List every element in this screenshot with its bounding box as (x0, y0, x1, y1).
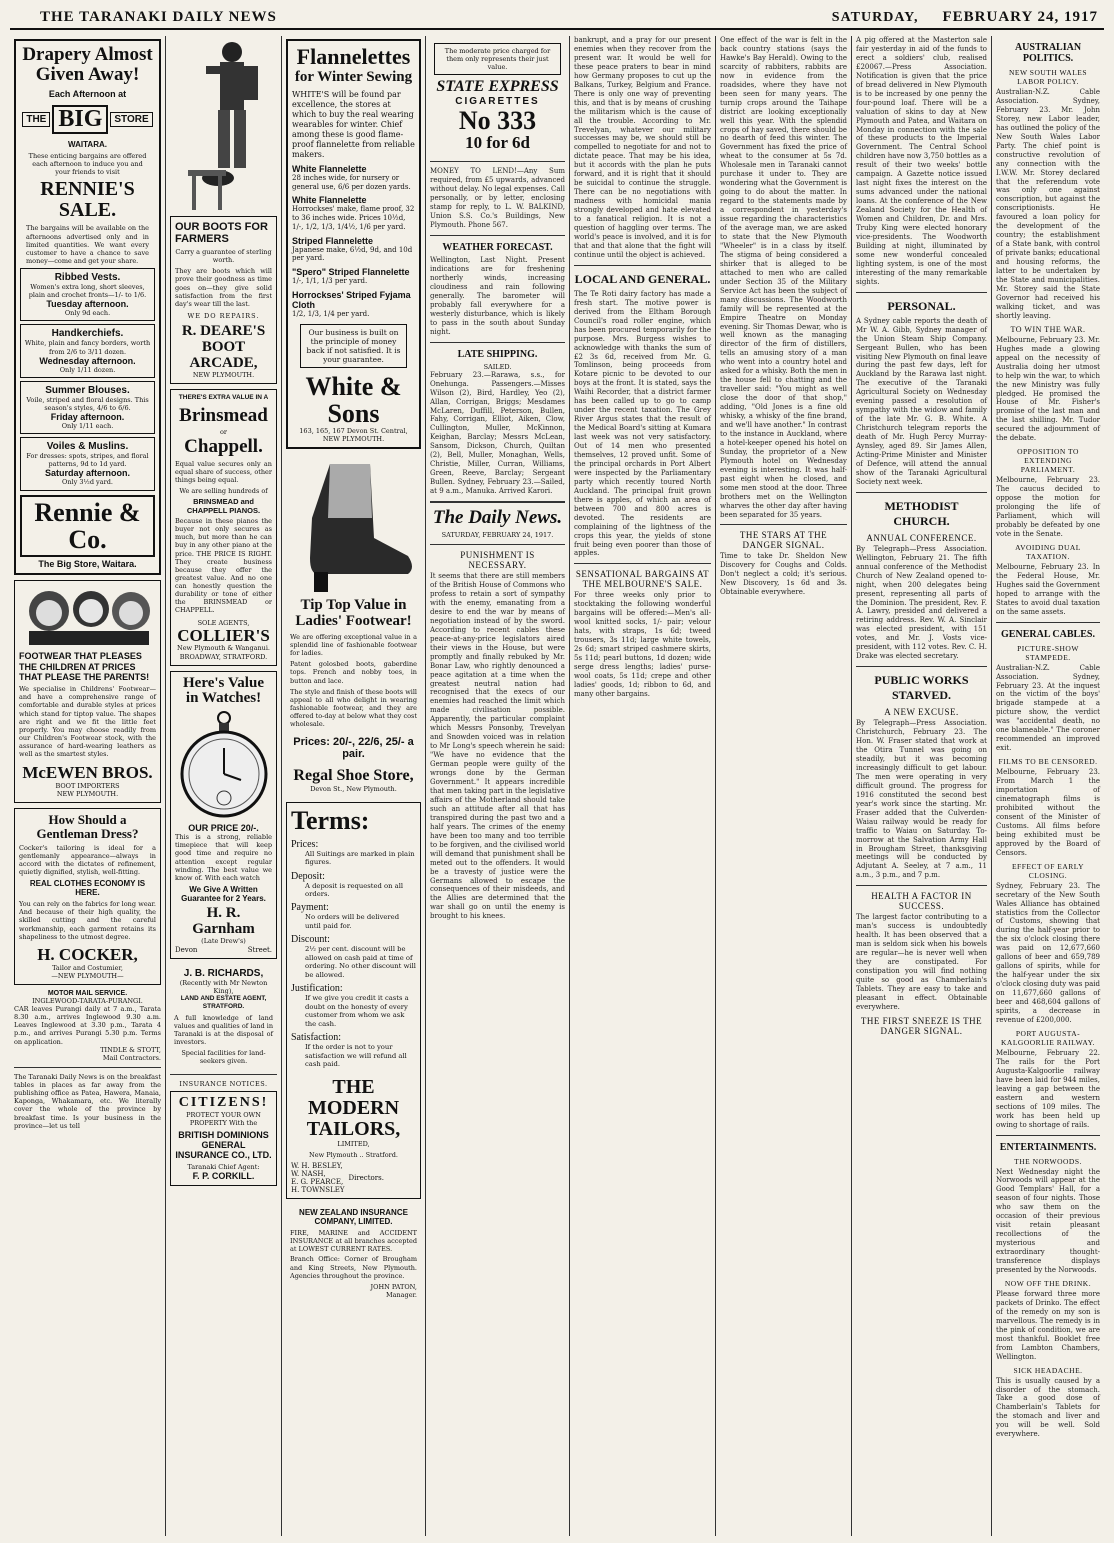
flannelette-item-name: White Flannelette (292, 163, 367, 174)
white-sons-flannelette-ad: Flannelettes for Winter Sewing WHITE'S will be found par excellence, the stores at which to buy the real wearing wearables for winter. Chief among these is good flame-proof flannelette from reliable makers. White Flannelette 28 inches wide, for nursery or general use, 6/6 per dozen yards. White Flannelette Horrockses' make, flame proof, 32 to 36 inches wide. Prices 10½d, 1/-, 1/2, 1/3, 1/4½, 1/6 per yard. Striped Flannelette Japanese make, 6½d, 9d, and 10d per yard. "Spero" Striped Flannelette 1/-, 1/1, 1/3 per yard. Horrockses' Striped Fyjama Cloth 1/2, 1/3, 1/4 per yard. Our business is built on the principle of money back if not satisfied. It is your guarantee. White & Sons 163, 165, 167 Devon St. Central, NEW PLYMOUTH. (286, 39, 421, 449)
weather-forecast-head: WEATHER FORECAST. (442, 241, 553, 253)
garnham-watch-ad: Here's Value in Watches! OUR PRICE 20/-. This is a strong, reliable timepiece that will keep good time and require no attention except regular winding. The best value we know of. With each watch We Give A Written Guarantee for 2 Years. H. R. Garnham (Late Drew's) Devon Street. (170, 671, 277, 959)
flannelette-item-name: "Spero" Striped Flannelette (292, 267, 410, 278)
circulation-notice: The Taranaki Daily News is on the breakfast tables in places as far away from the publishing office as Patea, Hawera, Manaia, Kaponga, Whakamara, etc. We literally cover the whole of the province by breakfast time. Is your business in the province—let us tell (14, 1072, 161, 1130)
terms-item-text: No orders will be delivered until paid for. (305, 913, 400, 930)
general-notes-body: A pig offered at the Masterton sale fair yesterday in aid of the funds to erect a soldiers' club, realised £20067.—Press Association. Notification is given that the price of bread delivered in New Plymouth is to be increased by one penny the four-pound loaf. There will be a valuation of skins to day at New Plymouth and Patea, and Waitara on Monday in connection with the sale of these products to the Imperial Government. The Central School children have now 3,750 bottles as a result of their two weeks' bottle campaign. A Gazette notice issued last night fixes the interest on the sums advanced under the national loans. At the conference of the New Zealand Society for the Health of Women and Children, Dr. and Mrs. Truby King were elected honorary vice-presidents. The Woodworth Building at night, illuminated by some new wonderful concealed lighting system, is one of the most interesting of the many remarkable sights. (856, 36, 987, 286)
r-deare-boot-arcade: R. DEARE'S BOOT ARCADE, (181, 323, 266, 371)
summer-blouses-offer: Summer Blouses. Voile, striped and floral designs. This season's styles, 4/6 to 6/6. Friday afternoon. Only 1/11 each. (20, 381, 155, 434)
masthead-day: SATURDAY, (831, 10, 919, 25)
general-cables-head: GENERAL CABLES. (1001, 628, 1095, 640)
big-store-logo: THE BIG STORE (20, 105, 155, 134)
directors-list (291, 1162, 344, 1194)
sensational-bargains-head: SENSATIONAL BARGAINS AT THE MELBOURNE'S SALE. (575, 569, 710, 590)
mcewen-bros-name: McEWEN BROS. (22, 763, 153, 783)
flannelette-item (292, 236, 415, 264)
flannelette-item-desc: 1/-, 1/1, 1/3 per yard. (292, 277, 368, 286)
modern-tailors-name: THE MODERN TAILORS, (306, 1075, 401, 1140)
first-sneeze-head: THE FIRST SNEEZE IS THE DANGER SIGNAL. (860, 1015, 983, 1036)
gentleman-dress-title: How Should a Gentleman Dress? (36, 812, 139, 842)
voiles-muslins-offer: Voiles & Muslins. For dresses: spots, stripes, and floral patterns, 9d to 1d yard. Saturday afternoon. Only 3½d yard. (20, 437, 155, 490)
terms-item-label: Prices: (291, 838, 319, 850)
flannelette-item-name: Striped Flannelette (292, 235, 374, 246)
regal-shoe-ad: Tip Top Value in Ladies' Footwear! We are offering exceptional value in a splendid line of fashionable footwear for ladies. Patent golosbed boots, gaberdine tops. French and nobby toes, in button and lace. The style and finish of these boots will appeal to all who delight in wearing fashionable footwear, and they are offered to-day at below what they cost wholesale. Prices: 20/-, 22/6, 25/- a pair. Regal Shoe Store, Devon St., New Plymouth. (286, 454, 421, 797)
local-general-body: The Te Roti dairy factory has made a fresh start. The motive power is derived from the Eltham Borough Council's road roller engine, which has been procured temporarily for the purpose. Mrs. Burgess wishes to acknowledge with thanks the sum of £2 3s 6d, received from Mr. G. Tomlinson, being proceeds from Kotare picnic to be devoted to our boys at the front. It is stated, says the Waihi Recorder, that a district farmer has been called up to go to camp under the recent taxation. The Grey River Argus states that the result of the Medical Board's sitting at Kumara last week was not very satisfactory. Out of 14 men who presented themselves, 12 proved unfit. Some of the principal orchards in Port Albert were inspected by the Parliamentary party which recently toured North Auckland. The principal fruit grown there is apples, of which an area of between 700 and 800 acres is devoted. The residents are complaining of the lightness of the crops this year, the yields of stone fruit being even poorer than those of apples. (574, 289, 711, 558)
terms-item (291, 839, 416, 867)
deare-boot-ad: OUR BOOTS FOR FARMERS Carry a guarantee of sterling worth. They are boots which will prove their goodness as time goes on—they give solid satisfaction from the first day's wear till the last. WE DO REPAIRS. R. DEARE'S BOOT ARCADE, NEW PLYMOUTH. (170, 216, 277, 384)
terms-item (291, 934, 416, 979)
flannelette-item-desc: Japanese make, 6½d, 9d, and 10d per yard. (292, 245, 413, 263)
money-to-lend-notice: MONEY TO LEND!—Any Sum required, from £5 upwards, advanced without delay. No legal expenses. Call personally, or by letter, enclosing stamp for reply, to L. W. BALKIND, Union S.S. Co.'s Buildings, New Plymouth. Phone 567. (430, 167, 565, 230)
masthead-date: FEBRUARY 24, 1917 (942, 9, 1098, 25)
terms-item-text: A deposit is requested on all orders. (305, 881, 404, 898)
masthead (10, 6, 1104, 30)
local-notes-body: One effect of the war is felt in the back country stations (says the Hawke's Bay Herald). Owing to the scarcity of rabbiters, rabbits are now in evidence from the roadsides, where they have not been seen for many years. The turnip crops around the Taihape district are looking exceptionally well this year. With the splendid crops of hay saved, there should be no dearth of feed this winter. The Government has fixed the price of wheat to the consumer at 5s 7d. Wholesale men in Taranaki cannot purchase it under to. They are wondering what the Government is going to do about the matter. In regard to the statements made by a correspondent in yesterday's issue regarding the characteristics of the average man, we are asked to state that the New Plymouth "Wheeler" is in a class by itself. The stigma of being considered a shirker that is alleged to be attached to men who are called under Section 35 of the Military Service Act has been the subject of many discussions. The Woodworth family will be represented at the Empire Theatre on Monday evening. Sir Thomas Dewar, who is well known as the managing director of the firm of distillers, tells an amusing story of a man who went into a country hotel and asked for a whisky. Both the men in the house fell to chatting and the traveller said: "You might as well close the door of that shop," adding, "Old Jones is a fine old whisky, a whisky of the fine brand, and we'll have another." In contrast to the instance in Auckland, where a hotel-keeper opened his hotel on Sunday, the proprietor of a New Plymouth hotel on Wednesday evening is interesting. It was half-past eight when he closed, and some men stood at the door. Three brothers met on the Wellington wharves the other day after having been separated for 35 years. (720, 36, 847, 519)
motor-mail-notice: MOTOR MAIL SERVICE. INGLEWOOD-TARATA-PURANGI. CAR leaves Purangi daily at 7 a.m., Tarata 8.30 a.m., arrives Inglewood 9.30 a.m. Leaves Inglewood at 3.30 p.m., Tarata 4 p.m., and arrives Purangi 5.30 p.m. Terms on application. TINDLE & STOTT, Mail Contractors. (14, 989, 161, 1062)
boots-farmers-title: OUR BOOTS FOR FARMERS (175, 221, 268, 245)
state-express-ad: The moderate price charged for them only represents their just value. STATE EXPRESS CIGARETTES No 333 10 for 6d (430, 39, 565, 156)
daily-news-nameplate: The Daily News. (432, 507, 563, 529)
director-name: W. NASH, (291, 1170, 326, 1179)
flannelette-item-desc: 28 inches wide, for nursery or general use, 6/6 per dozen yards. (292, 173, 411, 191)
flannelette-item-name: Horrockses' Striped Fyjama Cloth (292, 289, 411, 310)
column-3 (282, 36, 426, 1536)
british-dominions-ad: CITIZENS! PROTECT YOUR OWN PROPERTY With the BRITISH DOMINIONS GENERAL INSURANCE CO., LTD. Taranaki Chief Agent: F. P. CORKILL. (170, 1091, 277, 1186)
editorial-head: PUNISHMENT IS NECESSARY. (460, 550, 535, 571)
flannelette-item-name: White Flannelette (292, 195, 367, 206)
editorial-body: It seems that there are still members of the British House of Commons who profess to retain a sort of sympathy with the enemy, emanating from a desire to end the war by means of negotiation instead of by the sword. According to recent cables these peace-at-any-price legislators aired their views in the House, but were promptly and finally rebuked by Mr. Bonar Law, who rightly denounced a peace agitation at a time when the greatest neutral nation had recognised that the execs of our enemies had reached the limit which made civilisation possible. Apparently, the particular complaint which Messrs Ponsonby, Trevelyan and Snowden voiced was in relation to Mr Long's speech wherein he said: "We have no evidence that the German people were guilty of the wrongs done by the German Government." It appears incredible that men taking part in the legislative affairs of the Motherland should take such an attitude after all that has transpired during the past two and a half years. The crimes of the enemy have been too many and too terrible to be forgiven, and the civilised world will demand that punishment shall be meted out to the offenders. It would be a travesty of justice were the Germans allowed to escape the consequences of their misdeeds, and the Allies are determined that the war shall go on until the enemy is brought to his knees. (430, 572, 565, 921)
terms-item-text: If the order is not to your satisfaction we will refund all cash paid. (305, 1043, 407, 1069)
terms-item-label: Justification: (291, 983, 343, 995)
colliers-piano-ad: THERE'S EXTRA VALUE IN A Brinsmead or Chappell. Equal value secures only an equal share of success, other things being equal. We are selling hundreds of BRINSMEAD and CHAPPELL PIANOS. Because in these pianos the buyer not only secures as much, but more than he can buy in any other piano at the price. THE PRICE IS RIGHT. They create business because they offer the greatest value. And no one can honestly question the durability or tone of either the BRINSMEAD or CHAPPELL. SOLE AGENTS, COLLIER'S New Plymouth & Wanganui. BROADWAY, STRATFORD. (170, 389, 277, 665)
director-name: W. H. BESLEY, (291, 1162, 343, 1171)
terms-item (291, 1032, 416, 1068)
column-4: The moderate price charged for them only represents their just value. STATE EXPRESS CIGARETTES No 333 10 for 6d MONEY TO LEND!—Any Sum required, from £5 upwards, advanced without delay. No legal expenses. Call personally, or by letter, enclosing stamp for reply, to L. W. BALKIND, Union S.S. Co.'s Buildings, New Plymouth. Phone 567. WEATHER FORECAST. Wellington, Last Night. Present indications are for freshening northerly winds, increasing cloudiness and rain following generally. The barometer will probably fall everywhere for a westerly disturbance, which is likely to pass in the south about Sunday night. LATE SHIPPING. SAILED. February 23.—Rarawa, s.s., for Onehunga. Passengers.—Misses Wilson (2), Bird, Hardley, Yeo (2), Allan, Corrigan, Briggs; Mesdames McLaren, Duffill, Peterson, Bullen, Fahy, Corrigan, Elliot, Aiken, Clow, Cullington, Muller, McKinnon, Keighan, Barclay; Messrs McLean, Sansom, Dickson, Church, Quiltan (2), Bell, Muller, Monaghan, Wells, Christie, Miller, Curran, Williams, Green, Reeve, Barclay; Sergeant Bullen. Sydney, February 23.—Sailed, at 9 a.m., Manuka. Arrived Karori. The Daily News. SATURDAY, FEBRUARY 24, 1917. PUNISHMENT IS NECESSARY. It seems that there are still members of the British House of Commons who profess to retain a sort of sympathy with the enemy, emanating from a desire to end the war by means of negotiation instead of by the sword. According to recent cables these peace-at-any-price legislators aired their views in the House, but were promptly and finally rebuked by Mr. Bonar Law, who rightly denounced a peace agitation at a time when the greatest neutral nation had recognised that the execs of our enemies had reached the limit which made civilisation possible. Apparently, the particular complaint which Messrs Ponsonby, Trevelyan and Snowden voiced was in relation to Mr Long's speech wherein he said: "We have no evidence that the German people were guilty of the wrongs done by the German Government." It appears incredible that men taking part in the legislative affairs of the Motherland should take such an attitude after all that has transpired during the past two and a half years. The crimes of the enemy have been too many and too terrible to be forgiven, and the civilised world will demand that punishment shall be meted out to the offenders. It would be a travesty of justice were the Germans allowed to escape the consequences of their misdeeds, and the Allies are determined that the war shall go on until the enemy is brought to his knees. (426, 36, 570, 1536)
richards-land-agent-ad: J. B. RICHARDS, (Recently with Mr Newton King), LAND AND ESTATE AGENT, STRATFORD. A full knowledge of land values and qualities of land in Taranaki is at the disposal of investors. Special facilities for land-seekers given. (174, 967, 273, 1065)
terms-item (291, 902, 416, 930)
ribbed-vests-offer: Ribbed Vests. Women's extra long, short sleeves, plain and crochet fronts—1/- to 1/6. Tuesday afternoon. Only 9d each. (20, 268, 155, 321)
newspaper-title: THE TARANAKI DAILY NEWS (40, 9, 277, 25)
local-general-head: LOCAL AND GENERAL. (574, 271, 711, 286)
danger-signal-head: THE STARS AT THE DANGER SIGNAL. (739, 530, 828, 551)
director-name: E. G. PEARCE, (291, 1178, 344, 1187)
column-7: A pig offered at the Masterton sale fair yesterday in aid of the funds to erect a soldiers' club, realised £20067.—Press Association. Notification is given that the price of bread delivered in New Plymouth is to be increased by one penny the four-pound loaf. There will be a valuation of skins to day at New Plymouth and Patea, and Waitara on Monday in connection with the sale of these products to the Imperial Government. The Central School children have now 3,750 bottles as a result of their two weeks' bottle campaign. A Gazette notice issued last night fixes the interest on the sums advanced under the national loans. At the conference of the New Zealand Society for the Health of Women and Children, Dr. and Mrs. Truby King were elected honorary vice-presidents. The Woodworth Building at night, illuminated by some new wonderful concealed lighting system, is one of the most interesting of the many remarkable sights. PERSONAL. A Sydney cable reports the death of Mr W. A. Gibb, Sydney manager of the Union Steam Ship Company. Sergeant Bullen, who has been visiting New Plymouth on final leave during the past few days, left for Auckland by the Rarawa last night. The executive of the Taranaki Agricultural Society on Wednesday evening passed a resolution of sympathy with the widow and family of the late Mr. G. B. White. A Christchurch telegram reports the death of Mr. Hugh Percy Murray-Aynsley, aged 89. Sir James Allen, Acting-Prime Minister and Minister of Defence, will attend the annual show of the Taranaki Agricultural Society next week. METHODIST CHURCH. ANNUAL CONFERENCE. By Telegraph—Press Association. Wellington, February 21. The fifth annual conference of the Methodist Church of New Zealand opened to-night, when 200 delegates being present, representing all parts of the Dominion. The president, Rev. F. A. Lawry, presided and delivered a retiring address. Rev. W. A. Sinclair was elected president, with 151 votes, and Mr. J. Vosts vice-president, with 112 votes. Rev. C. H. Drake was elected secretary. PUBLIC WORKS STARVED. A NEW EXCUSE. By Telegraph—Press Association. Christchurch, February 23. The Hon. W. Fraser stated that work at the Otira Tunnel was going on steadily, but it was becoming increasingly difficult to get labour. The men were operating in very difficult ground. The progress for 1916 constituted the second best year's work since the starting. Mr. Fraser added that the Culverden-Waiau railway would be ready for traffic to Waiau on Saturday. To-morrow at the Salvation Army Hall in Brougham Street, thanksgiving meetings will be conducted by Adjutant A. Seeley, at 7 a.m., 11 a.m., 3 p.m., and 7 p.m. HEALTH A FACTOR IN SUCCESS. The largest factor contributing to a man's success is undoubtedly health. It has been observed that a man is seldom sick when his bowels are regular—he is never well when they are constipated. For constipation you will find nothing quite so good as Chamberlain's Tablets. They are easy to take and pleasant in effect. Obtainable everywhere. THE FIRST SNEEZE IS THE DANGER SIGNAL. (852, 36, 992, 1536)
watches-title: Here's Value in Watches! (183, 674, 264, 707)
terms-item-text: If we give you credit it casts a doubt on the honesty of every customer from whom we ask the cash. (305, 994, 409, 1028)
chappell-title: Chappell. (184, 435, 263, 457)
terms-item-label: Satisfaction: (291, 1032, 341, 1044)
colliers-name: COLLIER'S (177, 625, 270, 645)
rennies-sale-title: RENNIE'S SALE. (40, 178, 135, 222)
white-sons-logo: White & Sons (305, 371, 402, 428)
insurance-notices-head: INSURANCE NOTICES. (179, 1079, 268, 1088)
terms-item-text: All Suitings are marked in plain figures. (305, 849, 415, 867)
children-illustration-icon (19, 585, 159, 647)
brinsmead-title: Brinsmead (179, 404, 268, 426)
public-works-head: PUBLIC WORKS STARVED. (874, 673, 969, 703)
drapery-title: Drapery Almost Given Away! (22, 44, 153, 85)
mcewen-footwear-ad: FOOTWEAR THAT PLEASES THE CHILDREN AT PRICES THAT PLEASE THE PARENTS! We specialise in Childrens' Footwear—and have a comprehensive range of comfortable and durable styles at prices which stand for tiptop value. The shapes are right and we fit the little feet properly. You may choose readily from our Children's Footwear stock, with the assurance of hard-wearing leathers as well as the smartest styles. McEWEN BROS. BOOT IMPORTERS NEW PLYMOUTH. (14, 580, 161, 803)
handkerchiefs-offer: Handkerchiefs. White, plain and fancy borders, worth from 2/6 to 3/11 dozen. Wednesday afternoon. Only 1/11 dozen. (20, 324, 155, 377)
flannelette-item (292, 164, 415, 192)
tip-top-title: Tip Top Value in Ladies' Footwear! (295, 597, 412, 630)
rennie-co-logo: Rennie & Co. (20, 495, 155, 558)
terms-item-label: Deposit: (291, 870, 325, 882)
terms-item-text: 2½ per cent. discount will be allowed on cash paid at time of ordering. No other discount will be allowed. (305, 945, 416, 979)
h-r-garnham-name: H. R. Garnham (192, 904, 255, 937)
flannelette-item (292, 267, 415, 286)
terms-item-label: Discount: (291, 934, 330, 946)
director-name: H. TOWNSLEY (291, 1186, 345, 1195)
flannelettes-title: Flannelettes (296, 44, 411, 69)
flannelette-item (292, 195, 415, 231)
column-1 (10, 36, 166, 1536)
h-cocker-name: H. COCKER, (37, 944, 138, 964)
terms-list (291, 839, 416, 1069)
state-express-brand: STATE EXPRESS (436, 78, 559, 96)
drapery-sub: Each Afternoon at (48, 88, 127, 99)
column-6: One effect of the war is felt in the back country stations (says the Hawke's Bay Herald). Owing to the scarcity of rabbiters, rabbits are now in evidence from the roadsides, where they have not been seen for many years. The turnip crops around the Taihape district are looking exceptionally well this year. With the splendid crops of hay saved, there should be no dearth of feed this winter. The Government has fixed the price of wheat to the consumer at 5s 7d. Wholesale men in Taranaki cannot purchase it under to. They are wondering what the Government is going to do about the matter. In regard to the statements made by a correspondent in yesterday's issue regarding the characteristics of the average man, we are asked to state that the New Plymouth "Wheeler" is in a class by itself. The stigma of being considered a shirker that is alleged to be attached to men who are called under Section 35 of the Military Service Act has been the subject of many discussions. The Woodworth family will be represented at the Empire Theatre on Monday evening. Sir Thomas Dewar, who is well known as the managing director of the firm of distillers, tells an amusing story of a man who went into a country hotel and asked for a whisky. Both the men in the house fell to chatting and the traveller said: "You might as well close the door of that shop," adding, "Old Jones is a fine old whisky, a whisky of the fine brand, and we'll have another." In contrast to the instance in Auckland, where a hotel-keeper opened his hotel on Sunday, the proprietor of a New Plymouth hotel on Wednesday evening is interesting. It was half-past eight when he closed, and some men stood at the door. Three brothers met on the Wellington wharves the other day after having been separated for 35 years. THE STARS AT THE DANGER SIGNAL. Time to take Dr. Sheldon New Discovery for Coughs and Colds. Don't neglect a cold; it's serious. New Discovery, 1s 6d and 3s. Obtainable everywhere. (716, 36, 852, 1536)
column-8: AUSTRALIAN POLITICS. NEW SOUTH WALES LABOR POLICY. Australian-N.Z. Cable Association. Sydney, February 23. Mr. John Storey, new Labor leader, has outlined the policy of the New South Wales Labor Party. The chief point is constructive revolution of any connection with the I.W.W. Mr. Storey declared that the referendum vote was only one against conscription, but against the conscriptionists. He favoured a loan policy for the development of the country; the establishment of a State bank, with control of private banks; educational and housing reforms, the latter to be undertaken by the State and municipalities. Mr. Storey said the State Governor had received his walking ticket, and was shortly leaving. TO WIN THE WAR. Melbourne, February 23. Mr. Hughes made a glowing appeal on the necessity of Australia doing her utmost to help win the war, to which the new Ministry was fully pledged. He promised the House of Mr. Fisher's promise of the last man and the last shilling. Mr. Tudor secured the adjournment of the debate. OPPOSITION TO EXTENDING PARLIAMENT. Melbourne, February 23. The caucus decided to oppose the motion for prolonging the life of Parliament, which will probably be defeated by one vote in the Senate. AVOIDING DUAL TAXATION. Melbourne, February 23. In the Federal House, Mr. Hughes said the Government hoped to arrange with the States to avoid dual taxation on the same assets. GENERAL CABLES. PICTURE-SHOW STAMPEDE. Australian-N.Z. Cable Association. Sydney, February 23. At the inquest on the victim of the boys' brigade stampede at a picture show, the verdict was "accidental death, no one blameable." The coroner recommended an improved exit. FILMS TO BE CENSORED. Melbourne, February 23. From March 1 the importation of cinematograph films is prohibited without the consent of the Minister of Customs. All films before being exhibited must be approved by the Board of Censors. EFFECT OF EARLY CLOSING. Sydney, February 23. The secretary of the New South Wales Alliance has obtained statistics from the Collector of Customs, showing that during the half-year prior to the six o'clock closing there was paid on 12,677,660 gallons of beer and 659,789 gallons of spirits, while for the half-year under the six o'clock closing duty was paid on 11,677,660 gallons of beer and 468,604 gallons of spirits, a decrease in revenue of £200,000. PORT AUGUSTA-KALGOORLIE RAILWAY. Melbourne, February 22. The rails for the Port Augusta-Kalgoorlie railway have been laid for 944 miles, leaving a gap between the eastern and western sections of 109 miles. The work has been held up owing to shortage of rails. ENTERTAINMENTS. THE NORWOODS. Next Wednesday night the Norwoods will appear at the Good Templars' Hall, for a season of four nights. Those who saw them on the occasion of their previous visit retain pleasant recollections of the mysterious and extraordinary thought-transference displays presented by the Norwoods. NOW OFF THE DRINK. Please forward three more packets of Drinko. The effect of the remedy on my son is marvellous. The remedy is in the pink of condition, we are most thankful. Booklet free from Lambton Chambers, Wellington. SICK HEADACHE. This is usually caused by a disorder of the stomach. Take a good dose of Chamberlain's Tablets for the stomach and liver and you will be well. Sold everywhere. (996, 42, 1100, 1439)
column-2 (166, 36, 282, 1536)
column-5: bankrupt, and a pray for our present enemies when they recover from the present war. It would be well for these peace praters to bear in mind how Germany proposes to cut up the Balkans, Turkey, Belgium and France. There is only one way of preventing this, and that is by means of crushing the militarism which is the cause of all the trouble. According to Mr. Trevelyan, whatever our military successes may be, we should still be compelled to negotiate for and not to dictate peace. That may be his idea, but it accords with the plan he puts forward, and it is right that it should be suicidal to continue the struggle. There can be no negotiations with madness with homicidal mania strongly developed and hate elevated to a fanatical religion. It is not a question of haggling over terms. The world's peace is involved, and it is for that and that alone that the fight will continue until the object is achieved. LOCAL AND GENERAL. The Te Roti dairy factory has made a fresh start. The motive power is derived from the Eltham Borough Council's road roller engine, which has been procured temporarily for the purpose. Mrs. Burgess wishes to acknowledge with thanks the sum of £2 3s 6d, received from Mr. G. Tomlinson, being proceeds from Kotare picnic to be devoted to our boys at the front. It is stated, says the Waihi Recorder, that a district farmer has been called up to go to camp under the recent taxation. The Grey River Argus states that the result of the Medical Board's sitting at Kumara last week was not very satisfactory. Out of 14 men who presented themselves, 12 proved unfit. Some of the principal orchards in Port Albert were inspected by the Parliamentary party which recently toured North Auckland. The principal fruit grown there is apples, of which an area of between 700 and 800 acres is devoted. The residents are complaining of the lightness of the crops this year, the yields of stone fruit being even poorer than those of apples. SENSATIONAL BARGAINS AT THE MELBOURNE'S SALE. For three weeks only prior to stocktaking the following wonderful bargains will be offered:—Men's all-wool knitted socks, 1/- pair; velour hats, with straps, 1s 6d; tweed trousers, 3s 11d; large white towels, 2s 6d; smart striped cashmere skirts, 5s 11d; pearl buttons, 1d dozen; wide serge dress lengths; ladies' purse-wool coats, 5s 11d; crepe and other ladies' goods, 1d; ribbon to 6d, and many other bargains. (570, 36, 716, 1536)
ladies-boot-icon (290, 458, 420, 598)
modern-tailors-ad: Terms: Prices: All Suitings are marked in plain figures. Deposit: A deposit is requested on all orders. Payment: No orders will be delivered until paid for. Discount: 2½ per cent. discount will be allowed on cash paid at time of ordering. No other discount will be allowed. Justification: If we give you credit it casts a doubt on the honesty of every customer from whom we ask the cash. Satisfaction: If the order is not to your satisfaction we will refund all cash paid. THE MODERN TAILORS, LIMITED, New Plymouth .. Stratford. W. H. BESLEY, W. NASH, E. G. PEARCE, H. TOWNSLEY Directors. (286, 802, 421, 1199)
regal-shoe-store-name: Regal Shoe Store, (293, 767, 414, 785)
flannelette-list (292, 164, 415, 319)
win-the-war-head: TO WIN THE WAR. (1010, 324, 1086, 334)
personal-head: PERSONAL. (887, 298, 956, 313)
terms-item (291, 983, 416, 1028)
terms-item-label: Payment: (291, 902, 329, 914)
flannelette-item-desc: Horrockses' make, flame proof, 32 to 36 inches wide. Prices 10½d, 1/-, 1/2, 1/3, 1/4½, 1/6 per yard. (292, 205, 415, 231)
terms-item (291, 871, 416, 899)
flannelette-item (292, 290, 415, 319)
nz-insurance-ad: NEW ZEALAND INSURANCE COMPANY, LIMITED. FIRE, MARINE and ACCIDENT INSURANCE at all branches accepted at LOWEST CURRENT RATES. Branch Office: Corner of Brougham and King Streets, New Plymouth. Agencies throughout the province. JOHN PATON, Manager. (290, 1208, 417, 1299)
late-shipping-head: LATE SHIPPING. (457, 348, 538, 360)
flannelette-item-desc: 1/2, 1/3, 1/4 per yard. (292, 309, 370, 318)
entertainments-head: ENTERTAINMENTS. (999, 1141, 1097, 1153)
rennie-drapery-ad: Drapery Almost Given Away! Each Afternoon at THE BIG STORE WAITARA. These enticing bargains are offered each afternoon to induce you and your friends to visit RENNIE'S SALE. The bargains will be available on the afternoons advertised only and in limited quantities. We want every customer to have a chance to save money—come and get your share. Ribbed Vests. Women's extra long, short sleeves, plain and crochet fronts—1/- to 1/6. Tuesday afternoon. Only 9d each. Handkerchiefs. White, plain and fancy borders, worth from 2/6 to 3/11 dozen. Wednesday afternoon. Only 1/11 dozen. Summer Blouses. Voile, striped and floral designs. This season's styles, 4/6 to 6/6. Friday afternoon. Only 1/11 each. Voiles & Muslins. For dresses: spots, stripes, and floral patterns, 9d to 1d yard. Saturday afternoon. Only 3½d yard. Rennie & Co. The Big Store, Waitara. (14, 39, 161, 575)
editorial-continued: bankrupt, and a pray for our present enemies when they recover from the present war. It would be well for these peace praters to bear in mind how Germany proposes to cut up the Balkans, Turkey, Belgium and France. There is only one way of preventing this, and that is by means of crushing the militarism which is the cause of all the trouble. According to Mr. Trevelyan, whatever our military successes may be, we should still be compelled to negotiate for and not to dictate peace. That may be his idea, but it accords with the plan he puts forward, and it is right that it should be suicidal to continue the struggle. There can be no negotiations with madness with homicidal mania strongly developed and hate elevated to a fanatical religion. It is not a question of haggling over terms. The world's peace is involved, and it is for that and that alone that the fight will continue until the object is achieved. (574, 36, 711, 259)
methodist-church-head: METHODIST CHURCH. (884, 498, 959, 528)
cocker-tailor-ad: How Should a Gentleman Dress? Cocker's tailoring is ideal for a gentlemanly appearance—always in accord with the dictates of refinement, quietly dignified, stylish, well-fitting. REAL CLOTHES ECONOMY IS HERE. You can rely on the fabrics for long wear. And because of their high quality, the skilled cutting and the careful workmanship, each garment retains its shapeliness to the utmost degree. H. COCKER, Tailor and Costumier, —NEW PLYMOUTH— (14, 808, 161, 985)
health-factor-head: HEALTH A FACTOR IN SUCCESS. (871, 891, 972, 912)
footwear-headline: FOOTWEAR THAT PLEASES THE CHILDREN AT PRICES THAT PLEASE THE PARENTS! (19, 651, 150, 682)
pocket-watch-icon (179, 710, 269, 820)
australian-politics-head: AUSTRALIAN POLITICS. (1014, 42, 1082, 64)
terms-title: Terms: (291, 806, 370, 836)
farmer-illustration-icon (170, 38, 278, 213)
guarantee-box: Our business is built on the principle of money back if not satisfied. It is your guarantee. (300, 324, 407, 368)
